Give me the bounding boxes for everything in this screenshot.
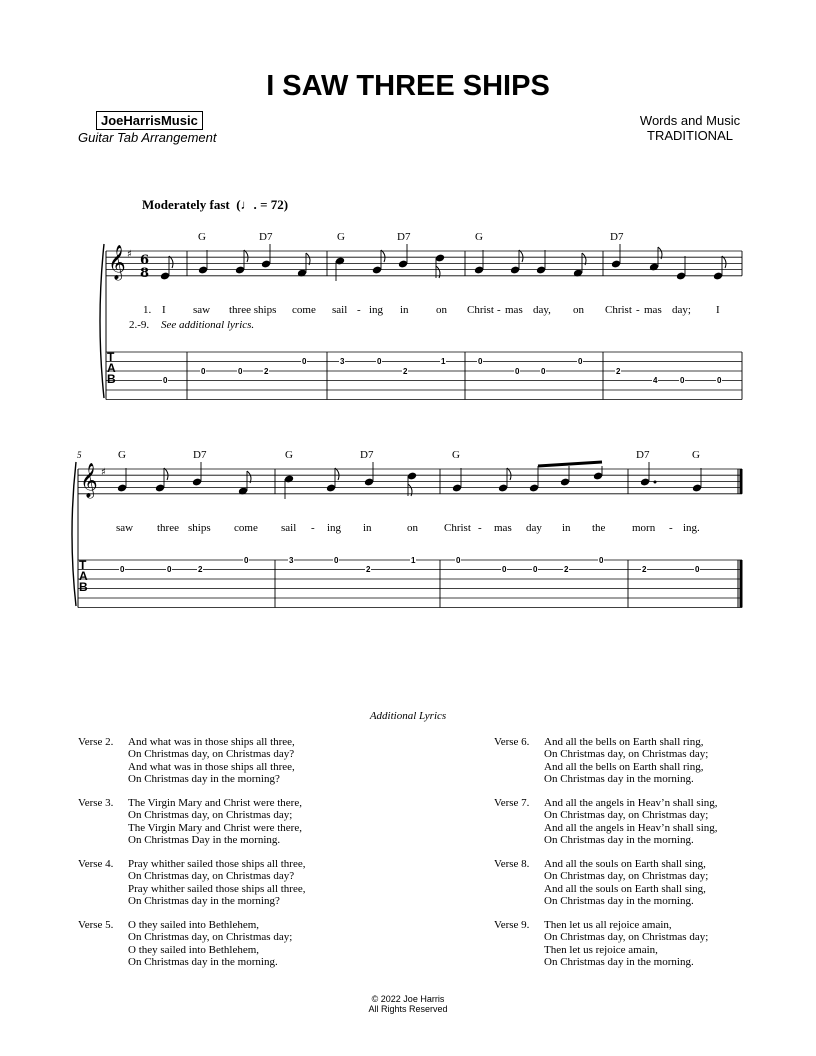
tab-fret-number: 0 [163, 376, 168, 385]
lyric-syllable: in [363, 522, 372, 534]
tab-clef-letter: B [79, 580, 88, 594]
verse-line: Then let us all rejoice amain, [544, 919, 672, 931]
verse-label: Verse 7. [494, 797, 530, 809]
lyric-syllable: morn [632, 522, 656, 534]
copyright-footer [0, 994, 816, 1014]
tab-fret-number: 0 [541, 366, 546, 376]
note-flag [436, 266, 440, 278]
verse-line: On Christmas day, on Christmas day; [128, 809, 293, 822]
tempo-text: Moderately fast [142, 197, 230, 212]
note-flag [408, 484, 412, 496]
rights-line: All Rights Reserved [368, 1004, 448, 1014]
note-flag [722, 256, 726, 268]
tab-fret-number: 4 [653, 376, 658, 385]
verse-line: And all the angels in Heav’n shall sing, [544, 797, 718, 809]
credit-line-2: TRADITIONAL [647, 128, 733, 143]
tab-fret-number: 0 [120, 565, 125, 574]
copyright-line: © 2022 Joe Harris [371, 994, 445, 1004]
tab-fret-number: 0 [695, 565, 700, 574]
verse-line: On Christmas day in the morning? [128, 894, 280, 907]
note-flag [169, 256, 173, 268]
tab-fret-number: 2 [198, 565, 203, 574]
lyric-syllable: day, [533, 304, 551, 316]
tab-fret-number: 2 [264, 366, 269, 376]
dotted-note-dot [654, 481, 657, 484]
lyric-syllable: mas [494, 522, 512, 534]
lyric-syllable: come [292, 304, 316, 316]
lyric-syllable: mas [505, 304, 523, 316]
verse-label: Verse 3. [78, 797, 114, 809]
verse-line: On Christmas day, on Christmas day; [544, 870, 709, 883]
chord-symbol: G [452, 449, 460, 461]
tempo-value: = 72) [260, 197, 289, 212]
verse-line: Pray whither sailed those ships all three, [128, 858, 306, 870]
lyric-syllable: in [562, 522, 571, 534]
tab-fret-number: 0 [599, 555, 604, 565]
lyric-syllable: sail [281, 522, 297, 534]
verse-label: Verse 4. [78, 858, 114, 870]
tab-clef-letter: T [79, 558, 87, 572]
system-brace [72, 462, 76, 606]
lyric-syllable: I [162, 304, 166, 316]
chord-symbol: D7 [636, 449, 650, 461]
time-signature-top: 6 [140, 253, 150, 268]
verse-line: The Virgin Mary and Christ were there, [128, 821, 302, 834]
verse-line: Pray whither sailed those ships all three, [128, 882, 306, 895]
lyric-syllable: ing [369, 304, 384, 316]
tab-fret-number: 2 [564, 565, 569, 574]
chord-symbol: G [475, 231, 483, 243]
lyric-syllable: - [311, 522, 315, 534]
credit-line-1: Words and Music [639, 113, 741, 128]
lyric-syllable: - [497, 304, 501, 316]
tab-fret-number: 0 [578, 357, 583, 366]
tab-fret-number: 3 [340, 357, 345, 366]
measure-number: 5 [77, 450, 82, 460]
verse-line: On Christmas day in the morning. [128, 955, 278, 968]
verse-line: The Virgin Mary and Christ were there, [128, 797, 302, 809]
tab-fret-number: 3 [289, 555, 294, 565]
verse-line: On Christmas day in the morning. [544, 772, 694, 785]
verse-line: On Christmas day, on Christmas day; [544, 748, 709, 761]
lyric-syllable: saw [116, 522, 134, 534]
chord-symbol: D7 [610, 231, 624, 243]
tab-fret-number: 0 [244, 555, 249, 565]
tab-fret-number: 0 [515, 366, 520, 376]
tab-fret-number: 2 [403, 366, 408, 376]
lyric-syllable: Christ [444, 522, 471, 534]
tab-clef-letter: A [79, 569, 88, 583]
tab-fret-number: 0 [456, 555, 461, 565]
lyric-syllable: on [573, 304, 584, 316]
verse-line: On Christmas day in the morning? [128, 772, 280, 785]
arrangement-subtitle: Guitar Tab Arrangement [78, 130, 217, 145]
verse-line: And all the souls on Earth shall sing, [544, 882, 706, 895]
lyric-syllable: ing. [683, 522, 700, 534]
tab-fret-number: 0 [238, 366, 243, 376]
verse-line: On Christmas day in the morning. [544, 955, 694, 968]
tab-fret-number: 2 [366, 565, 371, 574]
lyric-syllable: the [592, 522, 606, 534]
note-flag [244, 250, 248, 262]
verse-marker-2: 2.-9. [129, 319, 150, 331]
verse-line: On Christmas day, on Christmas day? [128, 870, 295, 883]
chord-symbol: G [692, 449, 700, 461]
time-signature-bottom: 8 [140, 266, 150, 281]
lyric-syllable: three [157, 522, 179, 534]
chord-symbol: G [198, 231, 206, 243]
lyric-syllable: I [716, 304, 720, 316]
key-signature-sharp-icon: ♯ [127, 249, 132, 260]
verse-line: And all the souls on Earth shall sing, [544, 858, 706, 870]
chord-symbol: D7 [193, 449, 207, 461]
lyric-syllable: sail [332, 304, 348, 316]
key-signature-sharp-icon: ♯ [101, 467, 106, 478]
lyric-syllable: on [407, 522, 418, 534]
chord-symbol: D7 [397, 231, 411, 243]
tab-fret-number: 2 [616, 366, 621, 376]
lyric-syllable: - [636, 304, 640, 316]
note-beam [538, 462, 602, 466]
tempo-note-icon: (♩. [232, 197, 257, 212]
chord-symbol: G [337, 231, 345, 243]
page-title: I SAW THREE SHIPS [266, 70, 550, 102]
lyric-syllable: ships [188, 522, 211, 534]
tab-fret-number: 0 [201, 366, 206, 376]
verse-line: On Christmas day in the morning. [544, 833, 694, 846]
brand-logo: JoeHarrisMusic [96, 111, 203, 130]
verse-line: On Christmas Day in the morning. [128, 833, 281, 846]
note-flag [507, 468, 511, 480]
chord-symbol: G [285, 449, 293, 461]
see-additional-lyrics: See additional lyrics. [161, 319, 255, 331]
note-flag [519, 250, 523, 262]
verse-line: And all the bells on Earth shall ring, [544, 760, 704, 773]
note-flag [381, 250, 385, 262]
tab-fret-number: 0 [717, 376, 722, 385]
tab-fret-number: 0 [680, 376, 685, 385]
verse-marker-1: 1. [143, 304, 152, 316]
verse-line: On Christmas day in the morning. [544, 894, 694, 907]
lyric-syllable: - [478, 522, 482, 534]
tab-fret-number: 0 [302, 357, 307, 366]
system-brace [100, 244, 104, 398]
lyric-syllable: Christ [467, 304, 494, 316]
tab-clef-letter: B [107, 372, 116, 386]
lyric-syllable: day [526, 522, 542, 534]
tab-fret-number: 0 [167, 565, 172, 574]
additional-lyrics-heading: Additional Lyrics [369, 710, 447, 722]
lyric-syllable: day; [672, 304, 691, 316]
verse-line: O they sailed into Bethlehem, [128, 919, 260, 931]
note-flag [335, 468, 339, 480]
tab-fret-number: 2 [642, 565, 647, 574]
tab-clef-letter: T [107, 350, 115, 364]
verse-line: On Christmas day, on Christmas day; [128, 931, 293, 944]
verse-line: And all the angels in Heav’n shall sing, [544, 821, 718, 834]
chord-symbol: D7 [360, 449, 374, 461]
tab-fret-number: 0 [502, 565, 507, 574]
verse-label: Verse 8. [494, 858, 530, 870]
tab-fret-number: 0 [533, 565, 538, 574]
verse-line: And what was in those ships all three, [128, 736, 295, 748]
verse-line: On Christmas day, on Christmas day? [128, 748, 295, 761]
lyric-syllable: Christ [605, 304, 632, 316]
lyric-syllable: mas [644, 304, 662, 316]
tab-fret-number: 0 [334, 555, 339, 565]
lyric-syllable: come [234, 522, 258, 534]
tab-fret-number: 0 [377, 357, 382, 366]
lyric-syllable: ing [327, 522, 342, 534]
note-flag [164, 468, 168, 480]
verse-line: Then let us rejoice amain, [544, 943, 658, 956]
verse-label: Verse 5. [78, 919, 114, 931]
verse-label: Verse 2. [78, 736, 114, 748]
lyric-syllable: saw [193, 304, 211, 316]
tab-fret-number: 0 [478, 357, 483, 366]
lyric-syllable: in [400, 304, 409, 316]
lyric-syllable: - [669, 522, 673, 534]
lyric-syllable: three ships [229, 304, 277, 316]
chord-symbol: D7 [259, 231, 273, 243]
treble-clef-icon: 𝄞 [108, 245, 126, 280]
chord-symbol: G [118, 449, 126, 461]
treble-clef-icon: 𝄞 [80, 463, 98, 498]
verse-label: Verse 9. [494, 919, 530, 931]
lyric-syllable: - [357, 304, 361, 316]
tab-fret-number: 1 [411, 555, 416, 565]
lyric-syllable: on [436, 304, 447, 316]
verse-line: O they sailed into Bethlehem, [128, 943, 260, 956]
verse-line: On Christmas day, on Christmas day; [544, 809, 709, 822]
verse-line: On Christmas day, on Christmas day; [544, 931, 709, 944]
verse-line: And all the bells on Earth shall ring, [544, 736, 704, 748]
tab-fret-number: 1 [441, 357, 446, 366]
verse-line: And what was in those ships all three, [128, 760, 295, 773]
tab-clef-letter: A [107, 361, 116, 375]
verse-label: Verse 6. [494, 736, 530, 748]
